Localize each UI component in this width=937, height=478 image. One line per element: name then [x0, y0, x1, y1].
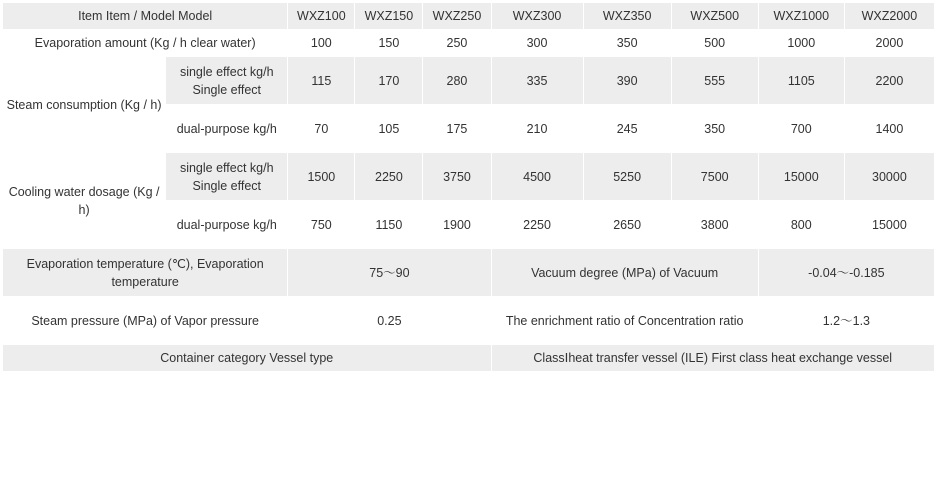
cell-evap-amount-wxz100: 100: [288, 30, 355, 57]
cell-steam-dual-wxz250: 175: [423, 105, 491, 153]
label-enrichment-ratio: The enrichment ratio of Concentration ratio: [491, 297, 758, 345]
cell-steam-single-wxz2000: 2200: [844, 57, 934, 105]
cell-enrichment-ratio-value: 1.2～1.3: [758, 297, 934, 345]
table-row-pressure-ratio: [3, 297, 935, 345]
cell-cooling-single-wxz1000: 15000: [758, 153, 844, 201]
cell-steam-dual-wxz2000: 1400: [844, 105, 934, 153]
cell-cooling-dual-wxz100: 750: [288, 201, 355, 249]
table-row-steam-single-effect: [3, 57, 935, 105]
table-row-cooling-single-effect: [3, 153, 935, 201]
header-model-wxz100: WXZ100: [288, 3, 355, 30]
row-label-steam-consumption: Steam consumption (Kg / h): [3, 57, 166, 153]
table-row-container-category: [3, 345, 935, 372]
sub-label-cooling-dual-purpose: dual-purpose kg/h: [166, 201, 288, 249]
row-label-evaporation-amount: Evaporation amount (Kg / h clear water): [3, 30, 288, 57]
cell-steam-dual-wxz350: 245: [583, 105, 671, 153]
table-header-row: [3, 3, 935, 30]
cell-cooling-single-wxz100: 1500: [288, 153, 355, 201]
cell-steam-single-wxz250: 280: [423, 57, 491, 105]
table-row-temperature-vacuum: [3, 249, 935, 297]
header-item-model: Item Item / Model Model: [3, 3, 288, 30]
cell-steam-pressure-value: 0.25: [288, 297, 491, 345]
cell-evap-amount-wxz150: 150: [355, 30, 423, 57]
cell-evaporation-temperature-value: 75～90: [288, 249, 491, 297]
header-model-wxz500: WXZ500: [671, 3, 758, 30]
cell-cooling-single-wxz500: 7500: [671, 153, 758, 201]
row-label-evaporation-temperature: Evaporation temperature (℃), Evaporation temperature: [3, 249, 288, 297]
cell-steam-dual-wxz500: 350: [671, 105, 758, 153]
cell-evap-amount-wxz1000: 1000: [758, 30, 844, 57]
cell-steam-dual-wxz100: 70: [288, 105, 355, 153]
cell-cooling-single-wxz2000: 30000: [844, 153, 934, 201]
cell-cooling-dual-wxz150: 1150: [355, 201, 423, 249]
cell-evap-amount-wxz2000: 2000: [844, 30, 934, 57]
cell-evap-amount-wxz300: 300: [491, 30, 583, 57]
cell-evap-amount-wxz500: 500: [671, 30, 758, 57]
header-model-wxz250: WXZ250: [423, 3, 491, 30]
cell-evap-amount-wxz250: 250: [423, 30, 491, 57]
cell-cooling-single-wxz150: 2250: [355, 153, 423, 201]
cell-steam-single-wxz300: 335: [491, 57, 583, 105]
cell-steam-dual-wxz150: 105: [355, 105, 423, 153]
header-model-wxz300: WXZ300: [491, 3, 583, 30]
specification-table: [2, 2, 935, 372]
cell-evap-amount-wxz350: 350: [583, 30, 671, 57]
cell-steam-dual-wxz1000: 700: [758, 105, 844, 153]
cell-steam-single-wxz100: 115: [288, 57, 355, 105]
cell-steam-single-wxz500: 555: [671, 57, 758, 105]
cell-cooling-dual-wxz500: 3800: [671, 201, 758, 249]
header-model-wxz1000: WXZ1000: [758, 3, 844, 30]
cell-cooling-dual-wxz300: 2250: [491, 201, 583, 249]
cell-steam-single-wxz1000: 1105: [758, 57, 844, 105]
row-label-steam-pressure: Steam pressure (MPa) of Vapor pressure: [3, 297, 288, 345]
label-vacuum-degree: Vacuum degree (MPa) of Vacuum: [491, 249, 758, 297]
header-model-wxz150: WXZ150: [355, 3, 423, 30]
row-label-container-category: Container category Vessel type: [3, 345, 492, 372]
cell-cooling-single-wxz300: 4500: [491, 153, 583, 201]
table-row-evaporation-amount: [3, 30, 935, 57]
sub-label-cooling-single-effect: single effect kg/h Single effect: [166, 153, 288, 201]
cell-steam-dual-wxz300: 210: [491, 105, 583, 153]
cell-steam-single-wxz150: 170: [355, 57, 423, 105]
cell-cooling-dual-wxz250: 1900: [423, 201, 491, 249]
sub-label-steam-dual-purpose: dual-purpose kg/h: [166, 105, 288, 153]
header-model-wxz2000: WXZ2000: [844, 3, 934, 30]
cell-cooling-dual-wxz1000: 800: [758, 201, 844, 249]
cell-cooling-dual-wxz350: 2650: [583, 201, 671, 249]
row-label-cooling-water-dosage: Cooling water dosage (Kg / h): [3, 153, 166, 249]
header-model-wxz350: WXZ350: [583, 3, 671, 30]
cell-cooling-dual-wxz2000: 15000: [844, 201, 934, 249]
cell-container-category-value: ClassⅠheat transfer vessel (ILE) First class heat exchange vessel: [491, 345, 935, 372]
cell-cooling-single-wxz350: 5250: [583, 153, 671, 201]
cell-cooling-single-wxz250: 3750: [423, 153, 491, 201]
cell-vacuum-degree-value: -0.04～-0.185: [758, 249, 934, 297]
sub-label-steam-single-effect: single effect kg/h Single effect: [166, 57, 288, 105]
cell-steam-single-wxz350: 390: [583, 57, 671, 105]
